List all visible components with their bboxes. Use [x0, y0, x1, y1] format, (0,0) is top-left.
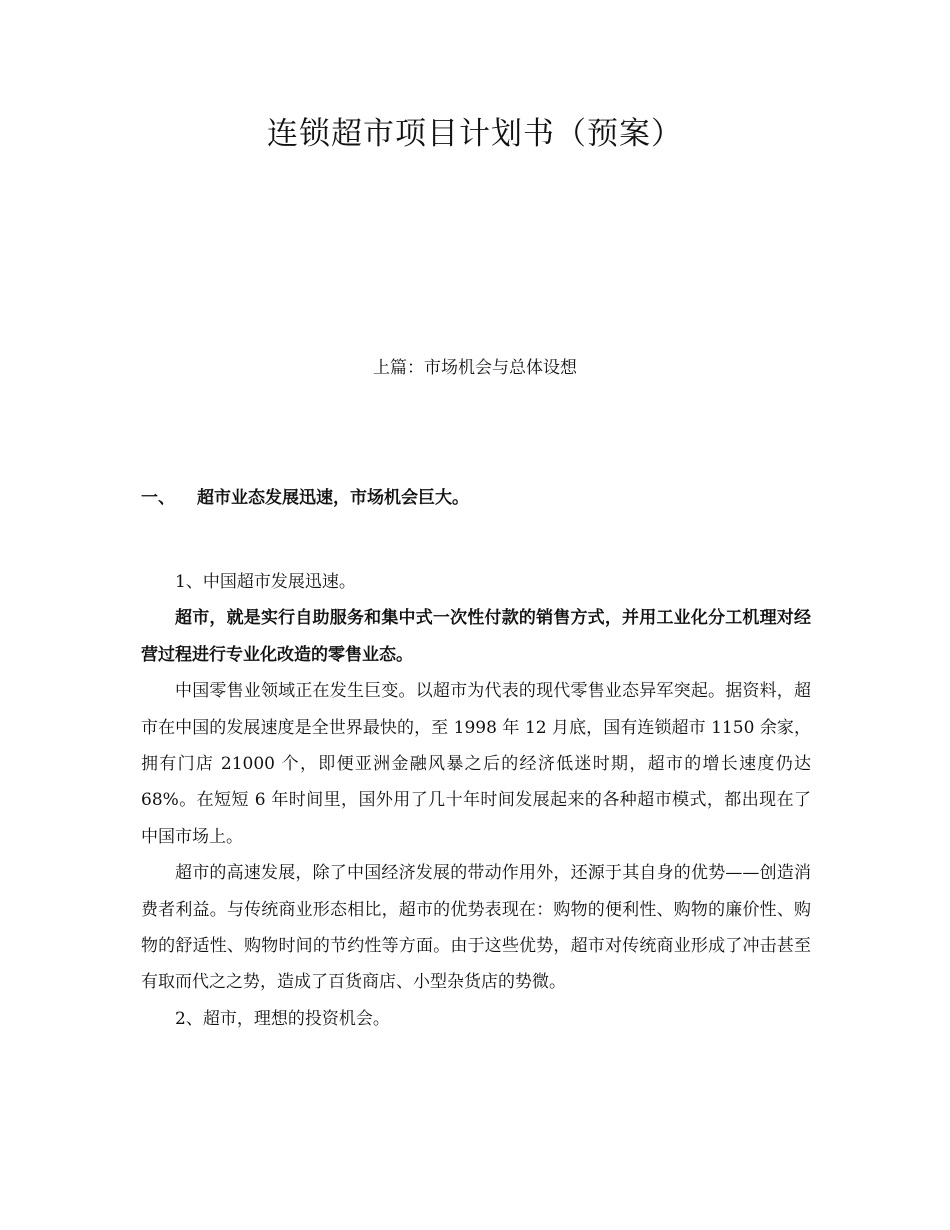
subsection-heading: 2、超市，理想的投资机会。: [175, 1008, 390, 1029]
document-title: 连锁超市项目计划书（预案）: [267, 116, 683, 152]
body-paragraph: 超市的高速发展，除了中国经济发展的带动作用外，还源于其自身的优势——创造消费者利益。与传统商业形态相比，超市的优势表现在：购物的便利性、购物的廉价性、购物的舒适性、购物时间的节约性等方面。由于这些优势，超市对传统商业形成了冲击甚至有取而代之之势，造成了百货商店、小型杂货店的势微。: [141, 863, 811, 993]
definition-paragraph: 超市，就是实行自助服务和集中式一次性付款的销售方式，并用工业化分工机理对经营过程进行专业化改造的零售业态。: [141, 608, 811, 665]
part-title: 上篇：市场机会与总体设想: [373, 358, 577, 378]
body-paragraph: 中国零售业领域正在发生巨变。以超市为代表的现代零售业态异军突起。据资料，超市在中国的发展速度是全世界最快的，至 1998 年 12 月底，国有连锁超市 1150 余家，拥有门店 21000 个，即便亚洲金融风暴之后的经济低迷时期，超市的增长速度仍达 68%。在短短 6 年时间里，国外用了几十年时间发展起来的各种超市模式，都出现在了中国市场上。: [141, 681, 811, 847]
section-title: 超市业态发展迅速，市场机会巨大。: [197, 488, 469, 508]
section-number: 一、: [141, 488, 175, 508]
section-heading: [141, 484, 821, 512]
subsection-heading: 1、中国超市发展迅速。: [175, 572, 356, 592]
document-body: [141, 564, 811, 1037]
